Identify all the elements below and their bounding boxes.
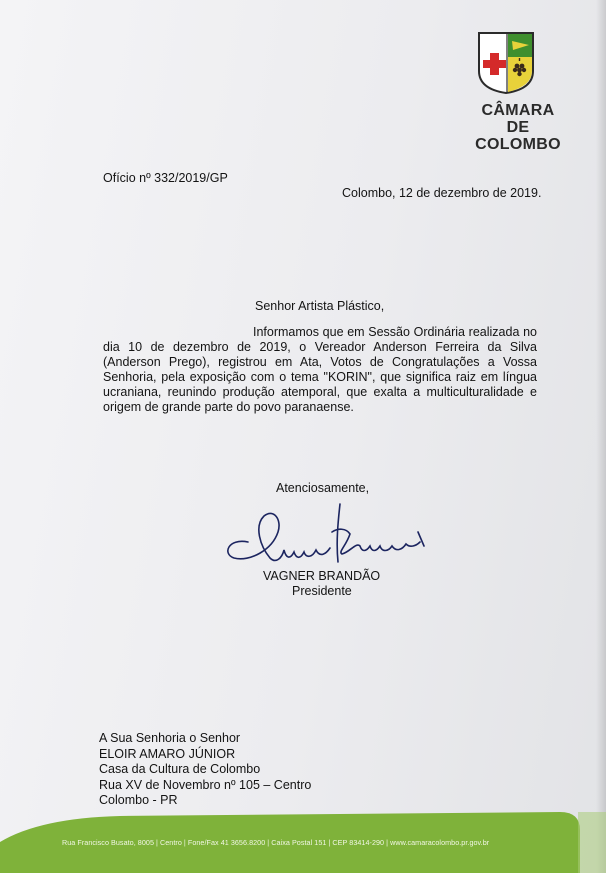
letter-body: Informamos que em Sessão Ordinária realizada no dia 10 de dezembro de 2019, o Vereador Anderson Ferreira da Silva (Anderson Prego), registrou em Ata, Votos de Congratulações a Vossa Senhoria, pela exposição com o tema "KORIN", que significa raiz em língua ucraniana, reunindo produção atemporal, que exalta a multiculturalidade e origem de grande parte do povo paranaense. [103,325,537,414]
recipient-line-1: A Sua Senhoria o Senhor [99,731,241,745]
recipient-line-3: Casa da Cultura de Colombo [99,762,261,776]
page-edge-shadow [596,0,606,873]
signer-name: VAGNER BRANDÃO [263,569,381,583]
footer-contact-info: Rua Francisco Busato, 8005 | Centro | Fone/Fax 41 3656.8200 | Caixa Postal 151 | CEP 83414-290 | www.camaracolombo.pr.gov.br [62,838,490,847]
logo-line-2: DE COLOMBO [475,119,561,153]
signer-role: Presidente [292,584,352,598]
document-date: Colombo, 12 de dezembro de 2019. [342,186,542,200]
coat-of-arms-icon [477,31,535,95]
logo-wordmark [470,102,566,153]
closing: Atenciosamente, [276,481,370,495]
salutation: Senhor Artista Plástico, [255,299,385,313]
recipient-address [99,731,311,809]
logo-line-1: CÂMARA [481,102,555,119]
camara-logo [470,28,566,153]
document-reference: Ofício nº 332/2019/GP [103,171,228,185]
recipient-line-5: Colombo - PR [99,793,178,807]
recipient-line-4: Rua XV de Novembro nº 105 – Centro [99,777,312,792]
recipient-line-2: ELOIR AMARO JÚNIOR [99,746,236,761]
